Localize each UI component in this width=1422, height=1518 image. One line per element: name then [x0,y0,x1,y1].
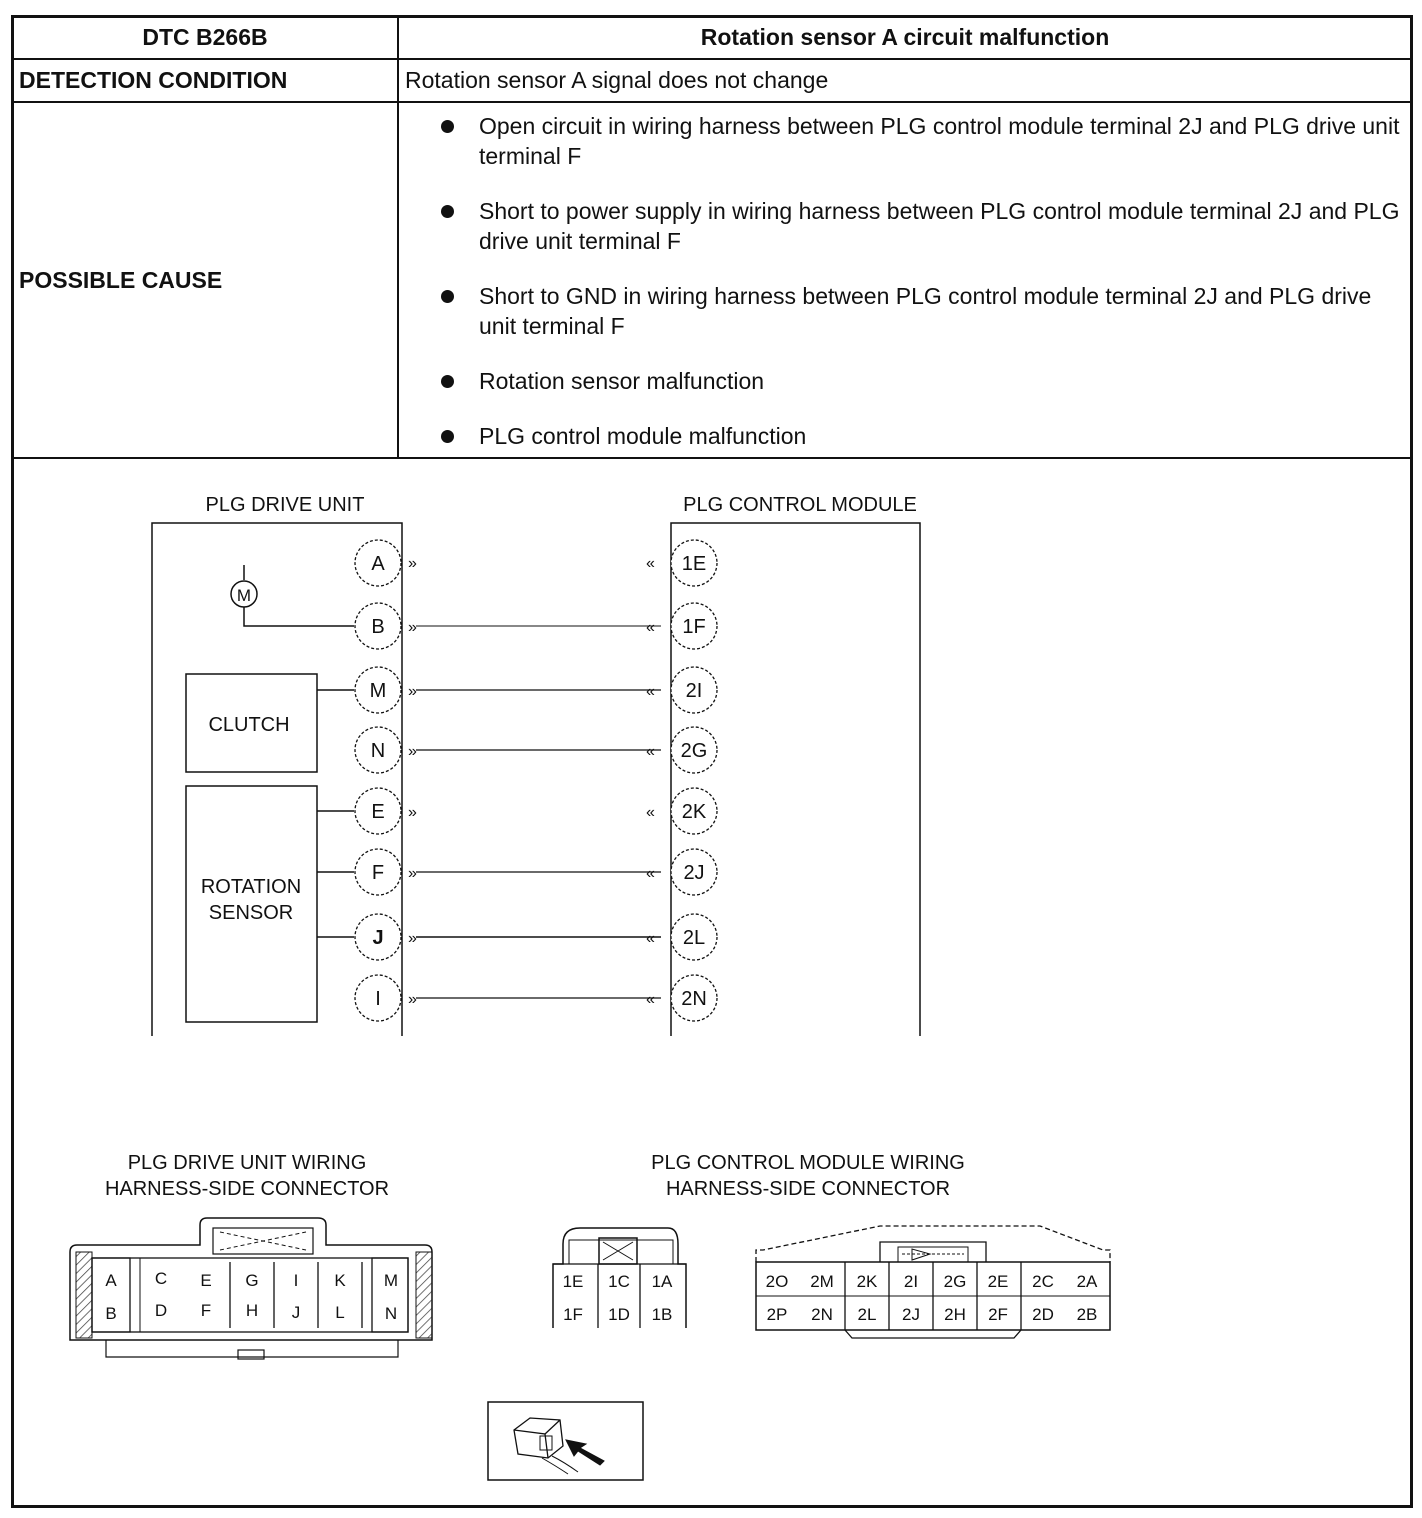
motor-icon [231,565,354,626]
control-module-title: PLG CONTROL MODULE [683,494,917,516]
cause-item: Short to GND in wiring harness between PLG control module terminal 2J and PLG drive unit terminal F [441,281,1411,341]
svg-text:»: » [408,743,417,760]
svg-text:»: » [408,555,417,572]
drive-terminal-label: A [371,553,385,575]
drive-pin-label: E [200,1271,212,1290]
svg-text:«: « [646,930,655,947]
possible-cause-label: POSSIBLE CAUSE [12,102,398,458]
module-pin-label: 1D [608,1305,630,1324]
svg-text:»: » [408,683,417,700]
module-terminal-label: 2I [685,680,703,702]
cause-item: Short to power supply in wiring harness between PLG control module terminal 2J and PLG drive unit terminal F [441,196,1411,256]
cause-item: PLG control module malfunction [441,421,1411,451]
module-pin-label: 2F [988,1305,1008,1324]
module-pin-label: 2E [987,1272,1009,1291]
drive-pin-label: C [154,1269,168,1288]
module-connector-title-2: HARNESS-SIDE CONNECTOR [665,1178,951,1200]
svg-text:«: « [646,683,655,700]
svg-text:»: » [408,930,417,947]
svg-text:«: « [646,619,655,636]
module-pin-label: 2O [765,1272,789,1291]
control-module-box [671,523,920,1036]
module-pin-label: 2B [1076,1305,1098,1324]
module-pin-label: 2L [857,1305,877,1324]
module-terminal-label: 2G [680,740,708,762]
module-pin-label: 2D [1032,1305,1054,1324]
rotation-sensor-label-1: ROTATION [200,876,302,898]
control-module-terminals [671,540,717,1021]
rotation-sensor-label-2: SENSOR [208,902,294,924]
module-terminal-label: 2J [683,862,705,884]
drive-pin-label: K [334,1271,346,1290]
drive-pin-label: I [293,1271,299,1290]
module-pin-label: 1C [608,1272,630,1291]
module-pin-label: 2N [811,1305,833,1324]
module-connector-2 [756,1226,1110,1338]
module-pin-label: 1B [651,1305,673,1324]
drive-terminal-label: B [371,616,385,638]
module-pin-label: 2K [856,1272,878,1291]
rotation-sensor-block [186,786,354,1022]
motor-label: M [236,586,252,605]
dtc-title: Rotation sensor A circuit malfunction [398,16,1412,59]
detection-condition-label: DETECTION CONDITION [12,59,398,102]
module-terminal-label: 1E [681,553,707,575]
module-pin-label: 2C [1032,1272,1054,1291]
drive-pin-label: N [384,1304,398,1323]
drive-pin-label: L [335,1303,345,1322]
drive-pin-label: G [245,1271,259,1290]
module-connector-1 [553,1228,686,1328]
drive-pin-label: H [245,1301,259,1320]
clutch-block [186,674,354,772]
clutch-label: CLUTCH [208,714,290,736]
drive-unit-terminals [355,540,401,1021]
module-pin-label: 2G [943,1272,967,1291]
drive-terminal-label: F [371,862,385,884]
module-terminal-label: 2K [681,801,707,823]
cause-item: Rotation sensor malfunction [441,366,1411,396]
svg-text:«: « [646,804,655,821]
drive-unit-title: PLG DRIVE UNIT [205,494,365,516]
drive-pin-label: B [105,1304,117,1323]
drive-pin-label: D [154,1301,168,1320]
svg-text:«: « [646,865,655,882]
module-pin-label: 1F [563,1305,583,1324]
drive-pin-label: A [105,1271,117,1290]
svg-text:«: « [646,743,655,760]
module-pin-label: 2I [903,1272,919,1291]
drive-connector-title-2: HARNESS-SIDE CONNECTOR [104,1178,390,1200]
module-pin-label: 2J [902,1305,920,1324]
module-pin-label: 2M [810,1272,834,1291]
drive-terminal-label: N [370,740,386,762]
drive-unit-box [152,523,402,1036]
drive-unit-connector [70,1218,432,1359]
svg-text:»: » [408,991,417,1008]
module-connector-title-1: PLG CONTROL MODULE WIRING [651,1152,965,1174]
svg-text:»: » [408,804,417,821]
module-pin-label: 2P [766,1305,788,1324]
drive-terminal-label: J [372,927,384,949]
connector-chevrons [408,555,655,1008]
drive-terminal-label: I [375,988,381,1010]
module-pin-label: 1E [562,1272,584,1291]
module-terminal-label: 2N [681,988,707,1010]
module-pin-label: 2A [1076,1272,1098,1291]
module-pin-label: 1A [651,1272,673,1291]
svg-text:«: « [646,991,655,1008]
drive-pin-label: M [383,1271,399,1290]
harness-wires [416,626,661,998]
cause-item: Open circuit in wiring harness between PLG control module terminal 2J and PLG drive unit terminal F [441,111,1411,171]
drive-terminal-label: M [369,680,387,702]
dtc-code: DTC B266B [12,16,398,59]
drive-connector-title-1: PLG DRIVE UNIT WIRING [127,1152,367,1174]
detection-condition-text: Rotation sensor A signal does not change [398,59,1412,102]
svg-text:»: » [408,865,417,882]
module-terminal-label: 2L [682,927,706,949]
drive-terminal-label: E [371,801,385,823]
harness-side-view-icon [488,1402,643,1480]
drive-pin-label: J [291,1303,301,1322]
drive-pin-label: F [200,1301,212,1320]
svg-text:»: » [408,619,417,636]
module-terminal-label: 1F [682,616,706,638]
svg-text:«: « [646,555,655,572]
module-pin-label: 2H [944,1305,966,1324]
